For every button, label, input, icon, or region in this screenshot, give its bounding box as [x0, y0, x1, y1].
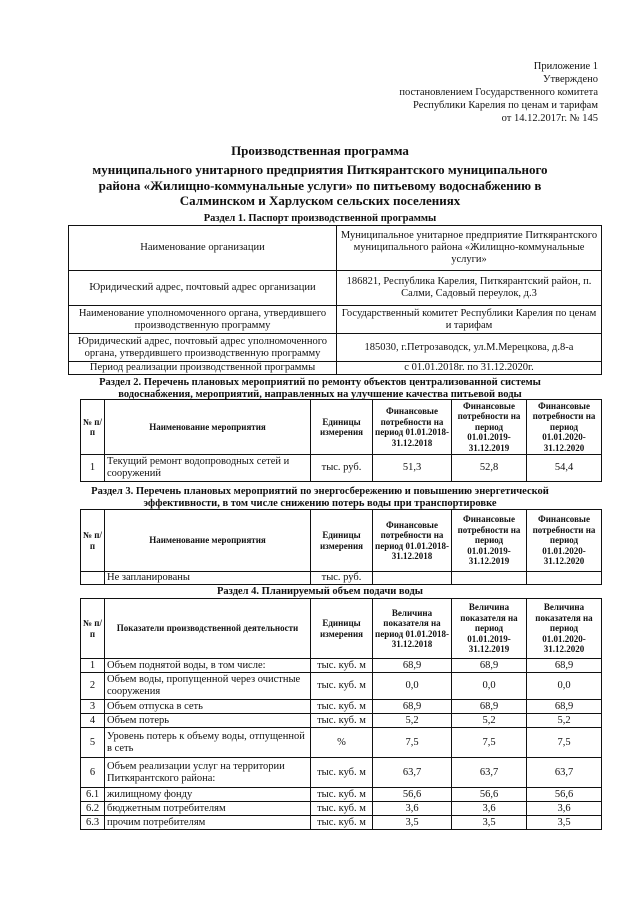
col-header: Единицы измерения: [311, 510, 373, 572]
col-header: № п/п: [81, 400, 105, 455]
row-unit: тыс. куб. м: [311, 758, 373, 788]
row-value: 68,9: [373, 659, 452, 673]
row-name: Не запланированы: [105, 572, 311, 585]
approval-date: от 14.12.2017г. № 145: [501, 113, 598, 124]
row-value: [527, 572, 602, 585]
repair-table: [80, 399, 602, 482]
approved-by-line1: постановлением Государственного комитета: [399, 87, 598, 98]
row-number: 6.1: [81, 788, 105, 802]
row-unit: тыс. руб.: [311, 572, 373, 585]
row-number: 5: [81, 728, 105, 758]
row-value: 56,6: [373, 788, 452, 802]
table-row: [81, 673, 602, 700]
row-value: 3,6: [452, 802, 527, 816]
row-value: 0,0: [452, 673, 527, 700]
row-value: 68,9: [452, 659, 527, 673]
passport-value: Государственный комитет Республики Карелия по ценам и тарифам: [337, 306, 602, 334]
section2-heading: Раздел 2. Перечень плановых мероприятий по ремонту объектов централизованной системы водоснабжения, мероприятий, направленных на улучшение качества питьевой воды: [99, 377, 541, 400]
row-value: 7,5: [452, 728, 527, 758]
table-row: [81, 802, 602, 816]
row-number: 4: [81, 714, 105, 728]
row-unit: тыс. куб. м: [311, 802, 373, 816]
row-value: [373, 572, 452, 585]
appendix-number: Приложение 1: [533, 61, 598, 72]
row-unit: тыс. куб. м: [311, 659, 373, 673]
row-name: Объем потерь: [105, 714, 311, 728]
table-row: [81, 714, 602, 728]
table-row: [81, 816, 602, 830]
row-name: Объем отпуска в сеть: [105, 700, 311, 714]
table-row: [69, 271, 602, 306]
table-row: [81, 700, 602, 714]
row-number: 1: [81, 659, 105, 673]
energy-table: [80, 509, 602, 585]
col-header: Финансовые потребности на период 01.01.2019-31.12.2019: [452, 510, 527, 572]
section4-heading: Раздел 4. Планируемый объем подачи воды: [217, 586, 423, 597]
passport-label: Период реализации производственной программы: [69, 362, 337, 375]
row-number: 3: [81, 700, 105, 714]
row-unit: тыс. руб.: [311, 455, 373, 482]
approval-block: [380, 60, 598, 125]
row-unit: тыс. куб. м: [311, 788, 373, 802]
row-name: жилищному фонду: [105, 788, 311, 802]
row-value: 63,7: [452, 758, 527, 788]
passport-value: 185030, г.Петрозаводск, ул.М.Мерецкова, д.8-а: [337, 334, 602, 362]
passport-table: [68, 225, 602, 375]
col-header: Величина показателя на период 01.01.2020-31.12.2020: [527, 599, 602, 659]
row-name: Объем воды, пропущенной через очистные сооружения: [105, 673, 311, 700]
row-value: 3,6: [527, 802, 602, 816]
table-row: [81, 728, 602, 758]
approved-label: Утверждено: [543, 74, 598, 85]
row-unit: тыс. куб. м: [311, 816, 373, 830]
table-header-row: [81, 400, 602, 455]
row-unit: тыс. куб. м: [311, 673, 373, 700]
passport-label: Юридический адрес, почтовый адрес уполномоченного органа, утвердившего производственную программу: [69, 334, 337, 362]
table-row: [81, 659, 602, 673]
row-value: 0,0: [373, 673, 452, 700]
col-header: Финансовые потребности на период 01.01.2018-31.12.2018: [373, 400, 452, 455]
row-value: 68,9: [527, 700, 602, 714]
table-row: [69, 226, 602, 271]
table-row: [69, 306, 602, 334]
section3-heading: Раздел 3. Перечень плановых мероприятий по энергосбережению и повышению энергетической эффективности, в том числе снижению потерь воды при транспортировке: [91, 486, 549, 509]
row-unit: тыс. куб. м: [311, 700, 373, 714]
row-value: 54,4: [527, 455, 602, 482]
table-row: [81, 455, 602, 482]
row-number: 1: [81, 455, 105, 482]
water-supply-table: [80, 598, 602, 830]
row-number: 6.3: [81, 816, 105, 830]
row-value: 51,3: [373, 455, 452, 482]
document-title: Производственная программа: [231, 143, 409, 158]
col-header: Финансовые потребности на период 01.01.2020-31.12.2020: [527, 510, 602, 572]
row-value: 56,6: [527, 788, 602, 802]
row-value: 5,2: [452, 714, 527, 728]
col-header: Величина показателя на период 01.01.2019-31.12.2019: [452, 599, 527, 659]
row-name: бюджетным потребителям: [105, 802, 311, 816]
col-header: Единицы измерения: [311, 599, 373, 659]
row-value: 3,6: [373, 802, 452, 816]
col-header: Показатели производственной деятельности: [105, 599, 311, 659]
passport-label: Наименование организации: [69, 226, 337, 271]
row-value: 5,2: [527, 714, 602, 728]
row-number: 2: [81, 673, 105, 700]
row-value: 7,5: [527, 728, 602, 758]
row-value: 0,0: [527, 673, 602, 700]
col-header: № п/п: [81, 599, 105, 659]
approved-by-line2: Республики Карелия по ценам и тарифам: [413, 100, 598, 111]
row-number: 6: [81, 758, 105, 788]
col-header: Финансовые потребности на период 01.01.2019-31.12.2019: [452, 400, 527, 455]
col-header: Финансовые потребности на период 01.01.2018-31.12.2018: [373, 510, 452, 572]
row-name: Уровень потерь к объему воды, отпущенной в сеть: [105, 728, 311, 758]
row-name: Объем поднятой воды, в том числе:: [105, 659, 311, 673]
row-value: 68,9: [452, 700, 527, 714]
row-unit: тыс. куб. м: [311, 714, 373, 728]
table-header-row: [81, 510, 602, 572]
row-name: прочим потребителям: [105, 816, 311, 830]
row-value: 68,9: [373, 700, 452, 714]
table-row: [81, 758, 602, 788]
col-header: № п/п: [81, 510, 105, 572]
row-value: 3,5: [452, 816, 527, 830]
row-value: 63,7: [527, 758, 602, 788]
row-name: Объем реализации услуг на территории Питкярантского района:: [105, 758, 311, 788]
row-value: 3,5: [373, 816, 452, 830]
row-value: 63,7: [373, 758, 452, 788]
row-value: 56,6: [452, 788, 527, 802]
document-subtitle: муниципального унитарного предприятия Питкярантского муниципального района «Жилищно-коммунальные услуги» по питьевому водоснабжению в Салминском и Харлуском сельских поселениях: [92, 162, 548, 208]
passport-label: Наименование уполномоченного органа, утвердившего производственную программу: [69, 306, 337, 334]
row-value: 7,5: [373, 728, 452, 758]
row-name: Текущий ремонт водопроводных сетей и сооружений: [105, 455, 311, 482]
col-header: Наименование мероприятия: [105, 510, 311, 572]
table-row: [69, 334, 602, 362]
col-header: Финансовые потребности на период 01.01.2020-31.12.2020: [527, 400, 602, 455]
passport-value: 186821, Республика Карелия, Питкярантский район, п. Салми, Садовый переулок, д.3: [337, 271, 602, 306]
col-header: Наименование мероприятия: [105, 400, 311, 455]
table-row: [69, 362, 602, 375]
row-value: 3,5: [527, 816, 602, 830]
col-header: Величина показателя на период 01.01.2018-31.12.2018: [373, 599, 452, 659]
col-header: Единицы измерения: [311, 400, 373, 455]
row-unit: %: [311, 728, 373, 758]
section1-heading: Раздел 1. Паспорт производственной программы: [203, 213, 437, 224]
row-number: 6.2: [81, 802, 105, 816]
row-value: 68,9: [527, 659, 602, 673]
table-header-row: [81, 599, 602, 659]
row-value: 52,8: [452, 455, 527, 482]
row-value: 5,2: [373, 714, 452, 728]
passport-value: с 01.01.2018г. по 31.12.2020г.: [337, 362, 602, 375]
row-number: [81, 572, 105, 585]
passport-label: Юридический адрес, почтовый адрес организации: [69, 271, 337, 306]
table-row: [81, 788, 602, 802]
row-value: [452, 572, 527, 585]
passport-value: Муниципальное унитарное предприятие Питкярантского муниципального района «Жилищно-коммунальные услуги»: [337, 226, 602, 271]
table-row: [81, 572, 602, 585]
